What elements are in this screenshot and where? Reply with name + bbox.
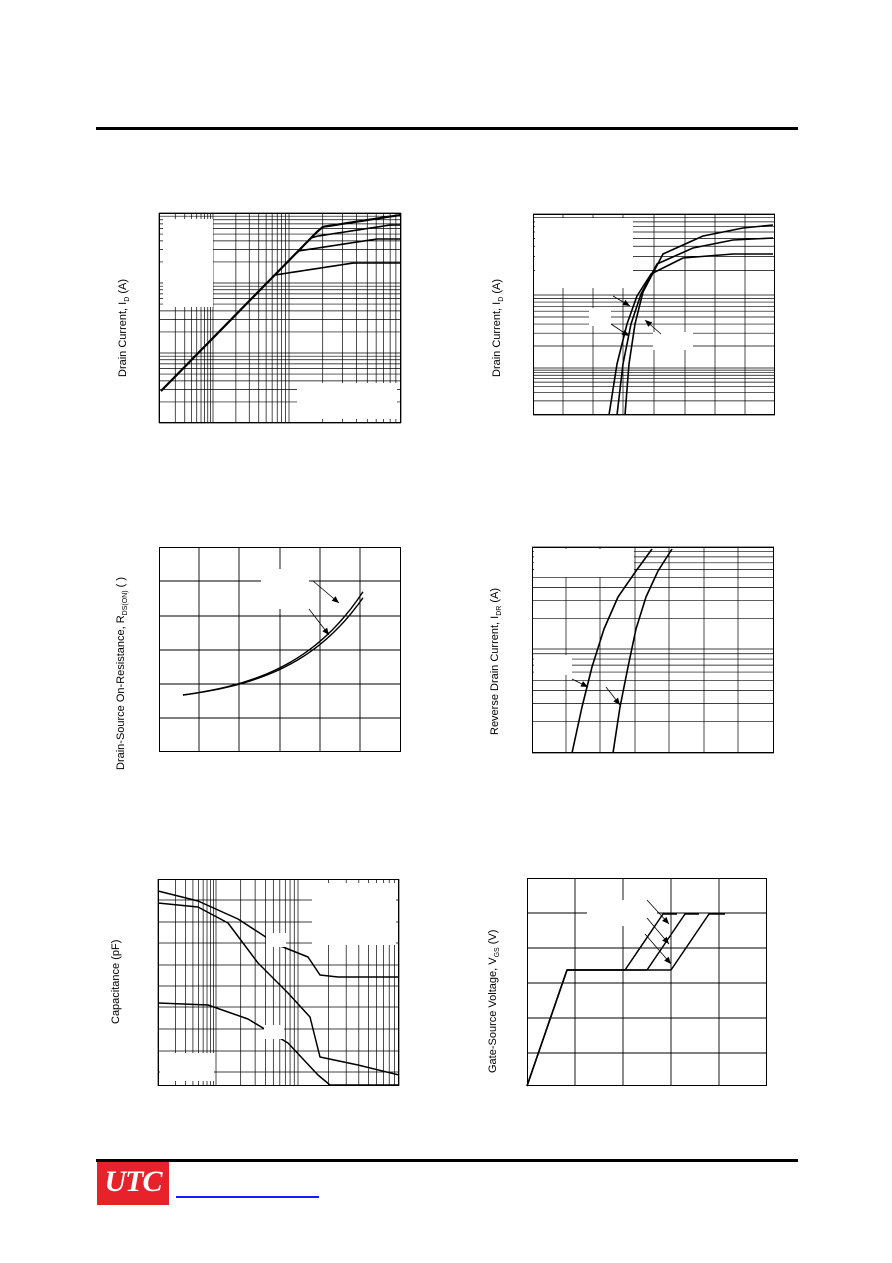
corner-box (160, 1053, 214, 1081)
chart2-y-axis-label: Drain Current, $I_D$ (A) (491, 279, 506, 377)
legend-box (534, 549, 634, 577)
chart4-y-axis-label: Reverse Drain Current, $I_{DR}$ (A) (489, 587, 504, 735)
vgs-curve-3 (527, 914, 725, 1086)
website-link-underline[interactable] (176, 1196, 319, 1198)
chart6-y-axis-label: Gate-Source Voltage, $V_{GS}$ (V) (487, 929, 502, 1073)
label-box-left (589, 308, 611, 326)
vgs-curve-2 (527, 914, 699, 1086)
gate-charge-chart (527, 878, 767, 1086)
drain-current-log-chart (159, 213, 401, 423)
legend-box (261, 569, 309, 609)
label-box (534, 655, 572, 675)
chart5-y-axis-label: Capacitance (pF) (110, 939, 122, 1024)
arrow-head (622, 300, 630, 306)
footer-rule (96, 1159, 798, 1162)
idr-curve-2 (613, 549, 672, 753)
label-box-right (653, 332, 693, 350)
transfer-characteristics-chart (533, 214, 775, 415)
chart3-y-axis-label: Drain-Source On-Resistance, $R_{DS(ON)}$ ( ) (115, 576, 130, 770)
chart1-y-axis-label: Drain Current, $I_D$ (A) (117, 279, 132, 377)
vgs-curve-1 (527, 914, 677, 1086)
id-vgs-curve-2 (617, 238, 773, 415)
reverse-drain-current-chart (532, 547, 774, 753)
arrow-head (322, 628, 329, 635)
on-resistance-chart (159, 547, 401, 752)
idr-curve-1 (572, 549, 652, 753)
legend-box (535, 218, 633, 288)
header-rule (96, 127, 798, 130)
label-box-2 (264, 1025, 284, 1039)
capacitance-chart (158, 879, 399, 1086)
utc-logo: UTC (97, 1162, 169, 1205)
label-box-1 (266, 933, 286, 947)
arrow-head (622, 330, 629, 336)
legend-box-top-left (163, 219, 213, 307)
rds-curve-2 (183, 598, 363, 695)
legend-box-bottom-right (297, 383, 397, 419)
arrow-head (613, 698, 620, 705)
arrow-head (332, 596, 339, 603)
legend-box (587, 900, 657, 926)
legend-box (312, 883, 396, 945)
